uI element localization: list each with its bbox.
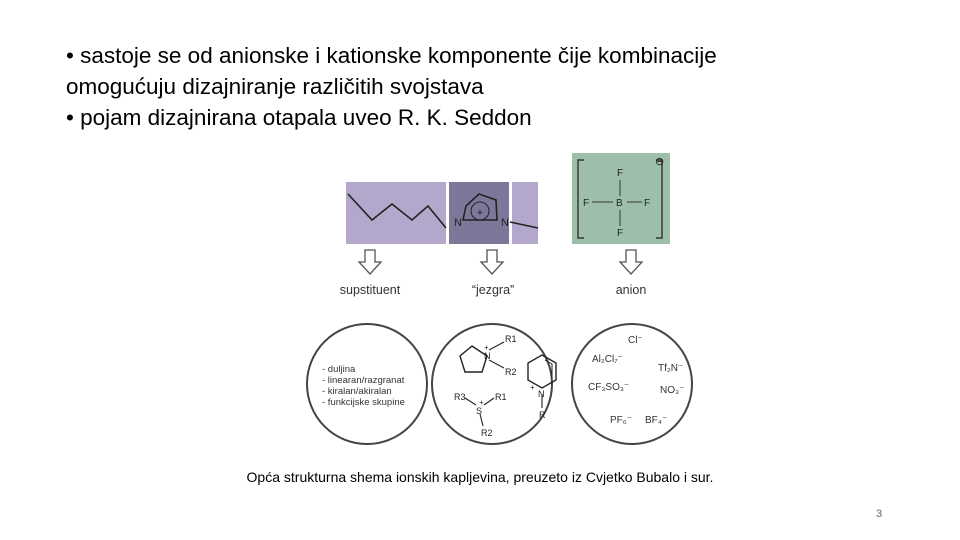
sulfonium-r3-bond: [465, 398, 476, 405]
core-atom-n-left: N: [454, 217, 462, 229]
anion-atom-f-bottom: F: [617, 228, 624, 239]
core-charge: +: [476, 207, 484, 219]
substituent-block: [346, 182, 446, 244]
property-item: - funkcijske skupine: [322, 397, 405, 408]
anion-atom-b: B: [616, 198, 623, 209]
pyrrolidinium-ring: [460, 346, 487, 372]
anion-list-item: CF₃SO₃⁻: [588, 382, 630, 393]
label-substituent: supstituent: [339, 283, 401, 297]
label-anion: anion: [615, 283, 647, 297]
sulfonium-r1-bond: [484, 398, 494, 405]
bullet-line: omogućuju dizajniranje različitih svojstava: [66, 74, 484, 99]
anion-list-item: BF₄⁻: [645, 415, 668, 426]
figure-caption: Opća strukturna shema ionskih kapljevina, preuzeto iz Cvjetko Bubalo i sur.: [246, 469, 714, 485]
pyridinium-plus: +: [530, 383, 535, 392]
sulfonium-r2: R2: [481, 428, 493, 438]
label-core: “jezgra”: [471, 283, 515, 297]
anion-list-item: Tf₂N⁻: [658, 363, 684, 374]
core-atom-n-right: N: [501, 217, 509, 229]
bullet-line: • sastoje se od anionske i kationske komponente čije kombinacije: [66, 43, 717, 68]
anion-list-item: Cl⁻: [628, 335, 643, 346]
anion-atom-f-left: F: [583, 198, 590, 209]
arrow-substituent: [359, 250, 381, 274]
substituent-block-right: [512, 182, 538, 244]
bullet-list: [66, 40, 926, 133]
sulfonium-r1: R1: [495, 392, 507, 402]
ionic-liquid-structure-figure: [300, 150, 685, 450]
pyridinium-r: R: [539, 410, 546, 420]
arrow-core: [481, 250, 503, 274]
anion-atom-f-right: F: [644, 198, 651, 209]
sulfonium-s: S: [476, 406, 483, 416]
anion-charge: ⊖: [655, 156, 665, 168]
pyrrolidinium-r1-bond: [489, 342, 504, 350]
pyrrolidinium-n: N: [484, 351, 491, 361]
property-item: - kiralan/akiralan: [322, 386, 392, 397]
pyridinium-n: N: [538, 389, 545, 399]
slide-number: 3: [876, 508, 883, 520]
bullet-line: • pojam dizajnirana otapala uveo R. K. Seddon: [66, 105, 532, 130]
property-item: - linearan/razgranat: [322, 375, 405, 386]
anion-list-item: Al₂Cl₇⁻: [592, 354, 623, 365]
sulfonium-plus: +: [479, 398, 484, 407]
anion-list-item: NO₃⁻: [660, 385, 685, 396]
pyrrolidinium-r2-bond: [489, 360, 504, 368]
pyrrolidinium-r2: R2: [505, 367, 517, 377]
property-item: - duljina: [322, 364, 356, 375]
pyrrolidinium-r1: R1: [505, 334, 517, 344]
anion-atom-f-top: F: [617, 168, 624, 179]
anion-list-item: PF₆⁻: [610, 415, 633, 426]
sulfonium-r3: R3: [454, 392, 466, 402]
arrow-anion: [620, 250, 642, 274]
pyrrolidinium-plus: +: [484, 343, 489, 352]
